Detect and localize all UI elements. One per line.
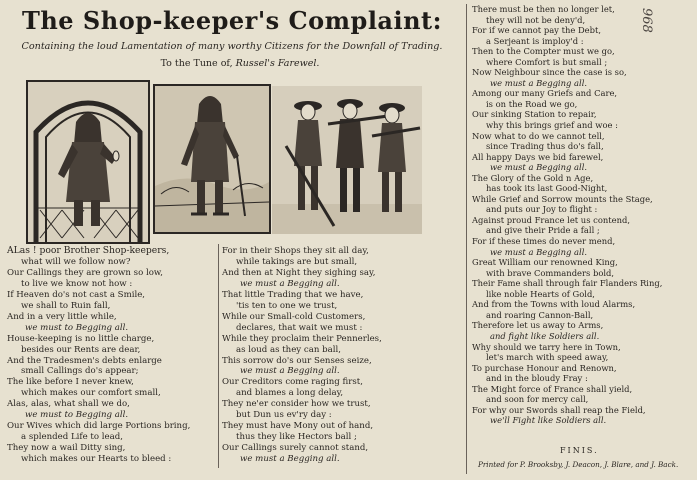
verse-line: While they proclaim their Pennerles, (222, 333, 382, 344)
verse-line: Against proud France let us contend, (472, 214, 631, 225)
verse-line: Why should we tarry here in Town, (472, 341, 621, 352)
verse-line: which makes our Hearts to bleed : (21, 454, 172, 465)
verse-line: There must be then no longer let, (472, 4, 615, 14)
verse-line: Alas, alas, what shall we do, (7, 399, 130, 410)
woodcut-gentleman-arch (26, 80, 150, 244)
verse-line: and roaring Cannon-Ball, (486, 309, 594, 320)
verse-line: They ne'er consider how we trust, (222, 399, 371, 410)
verse-line: The Glory of the Gold n Age, (472, 172, 594, 183)
verse-line: a splended Life to lead, (21, 432, 123, 443)
verse-line: Now Neighbour since the case is so, (472, 67, 627, 78)
verse-line: and soon for mercy call, (486, 394, 589, 405)
woodcut-cane-illustration (155, 86, 269, 232)
verse-line: To purchase Honour and Renown, (472, 362, 617, 373)
finis-mark: FINIS. (560, 446, 599, 455)
verse-line: For if these times do never mend, (472, 236, 616, 247)
verse-line: This sorrow do's our Senses seize, (222, 355, 372, 366)
verse-line: small Callings do's appear; (21, 366, 139, 377)
verse-line: where Comfort is but small ; (486, 56, 608, 67)
verse-refrain: we must a Begging all. (490, 77, 588, 88)
verse-line: All happy Days we bid farewel, (472, 151, 604, 162)
verse-line: Our Creditors come raging first, (222, 377, 363, 388)
verse-line: If Heaven do's not cast a Smile, (7, 289, 146, 300)
verse-line: While our Small-cold Customers, (222, 311, 366, 322)
column-divider-2 (466, 4, 467, 474)
verse-column-2 (222, 246, 382, 465)
column-divider-1 (218, 244, 219, 468)
verse-line: Great William our renowned King, (472, 257, 618, 268)
verse-line: ALas ! poor Brother Shop-keepers, (7, 245, 170, 256)
verse-line: which makes our comfort small, (21, 388, 161, 399)
verse-line: let's march with speed away, (486, 352, 609, 363)
verse-line: we shall to Ruin fall, (21, 300, 111, 311)
verse-line: The Might force of France shall yield, (472, 383, 633, 394)
verse-line: to live we know not how : (21, 278, 133, 289)
verse-line: and give their Pride a fall ; (486, 225, 600, 236)
verse-line: Our Wives which did large Portions bring, (7, 421, 191, 432)
verse-line: For in their Shops they sit all day, (222, 246, 369, 256)
verse-line: they will not be deny'd, (486, 14, 586, 25)
verse-line: That little Trading that we have, (222, 289, 364, 300)
verse-refrain: we must a Begging all. (490, 162, 588, 173)
verse-line: Now what to do we cannot tell, (472, 130, 605, 141)
verse-refrain: and fight like Soldiers all. (490, 330, 600, 341)
verse-line: besides our Rents are dear, (21, 344, 141, 355)
verse-line: And in a very little while, (7, 311, 117, 322)
woodcut-man-with-cane (153, 84, 271, 234)
verse-refrain: we must a Begging all. (240, 454, 340, 465)
verse-column-1 (7, 246, 190, 465)
verse-line: They now a wail Ditty sing, (7, 443, 126, 454)
verse-line: The like before I never knew, (7, 377, 134, 388)
imprint-line: Printed for P. Brooksby, J. Deacon, J. Blare, and J. Back. (478, 460, 679, 469)
verse-line: what will we follow now? (21, 256, 131, 267)
verse-line: and blames a long delay, (236, 388, 344, 399)
verse-line: thus they like Hectors ball ; (236, 432, 357, 443)
verse-line: a Serjeant is imploy'd : (486, 35, 584, 46)
verse-line: House-keeping is no little charge, (7, 333, 155, 344)
page-number: 968 (639, 8, 654, 33)
verse-line: They must have Mony out of hand, (222, 421, 374, 432)
verse-line: For why our Swords shall reap the Field, (472, 404, 646, 415)
verse-refrain: we must to Begging all. (25, 322, 129, 333)
verse-refrain: we must a Begging all. (240, 278, 340, 289)
verse-line: is on the Road we go, (486, 98, 578, 109)
verse-line: while takings are but small, (236, 256, 358, 267)
verse-line: declares, that wait we must : (236, 322, 363, 333)
verse-refrain: we must to Begging all. (25, 410, 129, 421)
verse-line: And from the Towns with loud Alarms, (472, 299, 636, 310)
verse-refrain: we'll Fight like Soldiers all. (490, 415, 607, 426)
verse-line: with brave Commanders bold, (486, 267, 615, 278)
verse-line: Therefore let us away to Arms, (472, 320, 604, 331)
verse-line: Then to the Compter must we go, (472, 46, 615, 57)
woodcut-soldiers-illustration (272, 86, 422, 234)
verse-line: 'tis ten to one we trust, (236, 300, 338, 311)
verse-line: Among our many Griefs and Care, (472, 88, 618, 99)
verse-refrain: we must a Begging all. (240, 366, 340, 377)
verse-line: And then at Night they sighing say, (222, 267, 376, 278)
verse-line: Our sinking Station to repair, (472, 109, 597, 120)
tune-line (120, 58, 360, 69)
verse-line: but Dun us ev'ry day : (236, 410, 332, 421)
verse-line: and puts our Joy to flight : (486, 204, 598, 215)
verse-line: While Grief and Sorrow mounts the Stage, (472, 193, 653, 204)
verse-line: For if we cannot pay the Debt, (472, 25, 602, 36)
verse-line: and in the bloudy Fray : (486, 373, 588, 384)
page-title: The Shop-keeper's Complaint: (21, 6, 442, 35)
tune-prefix: To the Tune of, (160, 58, 233, 69)
verse-refrain: we must a Begging all. (490, 246, 588, 257)
tune-name: Russel's Farewel. (235, 58, 320, 69)
subtitle: Containing the loud Lamentation of many worthy Citizens for the Downfall of Trading. (21, 41, 443, 52)
verse-line: And the Tradesmen's debts enlarge (7, 355, 162, 366)
verse-line: Our Callings surely cannot stand, (222, 443, 369, 454)
woodcut-soldiers (272, 86, 422, 234)
verse-line: Our Callings they are grown so low, (7, 267, 163, 278)
verse-line: why this brings grief and woe : (486, 120, 618, 131)
verse-line: Their Fame shall through fair Flanders Ring, (472, 278, 663, 289)
woodcut-arch-illustration (28, 82, 148, 242)
verse-column-3 (472, 4, 662, 426)
verse-line: as loud as they can ball, (236, 344, 341, 355)
verse-line: like noble Hearts of Gold, (486, 288, 595, 299)
verse-line: since Trading thus do's fall, (486, 141, 604, 152)
verse-line: has took its last Good-Night, (486, 183, 608, 194)
